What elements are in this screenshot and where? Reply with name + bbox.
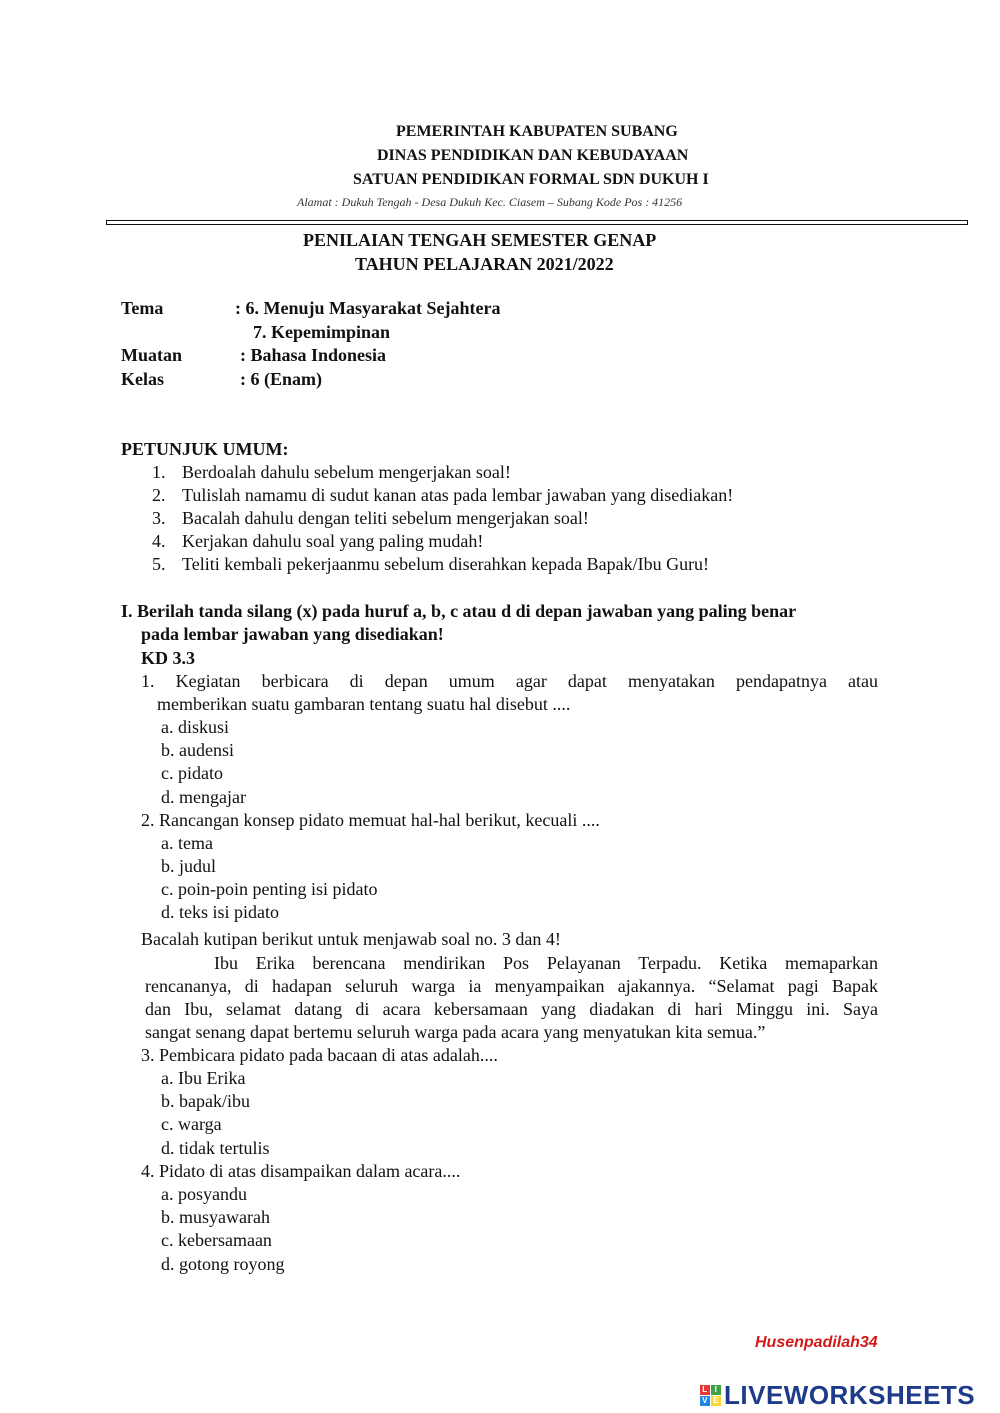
tema-value-1: : 6. Menuju Masyarakat Sejahtera (235, 298, 501, 318)
logo-tile: E (711, 1396, 721, 1406)
passage-line-1: Ibu Erika berencana mendirikan Pos Pelayanan Terpadu. Ketika memaparkan (214, 953, 878, 973)
logo-tile: V (700, 1396, 710, 1406)
petunjuk-item: Teliti kembali pekerjaanmu sebelum diserahkan kepada Bapak/Ibu Guru! (182, 554, 710, 574)
option: c. kebersamaan (161, 1230, 272, 1250)
passage-line-4: sangat senang dapat bertemu seluruh warga pada acara yang menyatukan kita semua.” (145, 1022, 766, 1042)
letterhead-divider (106, 220, 968, 225)
option: c. warga (161, 1114, 222, 1134)
petunjuk-item: Kerjakan dahulu soal yang paling mudah! (182, 531, 484, 551)
author-watermark: Husenpadilah34 (755, 1334, 878, 1351)
liveworksheets-logo (700, 1380, 975, 1411)
exam-title-line-1: PENILAIAN TENGAH SEMESTER GENAP (303, 230, 657, 250)
option: a. tema (161, 833, 213, 853)
option: c. poin-poin penting isi pidato (161, 879, 378, 899)
petunjuk-heading: PETUNJUK UMUM: (121, 439, 289, 459)
header-line-2: DINAS PENDIDIKAN DAN KEBUDAYAAN (377, 147, 689, 164)
petunjuk-num: 4. (152, 531, 166, 551)
kd-label: KD 3.3 (141, 648, 195, 668)
question-2: 2. Rancangan konsep pidato memuat hal-hal berikut, kecuali .... (141, 810, 600, 830)
header-address: Alamat : Dukuh Tengah - Desa Dukuh Kec. Ciasem – Subang Kode Pos : 41256 (297, 195, 683, 209)
option: b. judul (161, 856, 217, 876)
option: c. pidato (161, 763, 223, 783)
option: d. mengajar (161, 787, 246, 807)
muatan-label: Muatan (121, 345, 183, 365)
question-1-line-1: 1. Kegiatan berbicara di depan umum agar dapat menyatakan pendapatnya atau (141, 671, 878, 691)
question-3: 3. Pembicara pidato pada bacaan di atas adalah.... (141, 1045, 498, 1065)
option: d. teks isi pidato (161, 902, 279, 922)
option: a. diskusi (161, 717, 230, 737)
question-1-line-2: memberikan suatu gambaran tentang suatu hal disebut .... (157, 694, 571, 714)
tema-value-2: 7. Kepemimpinan (253, 322, 391, 342)
exam-title-line-2: TAHUN PELAJARAN 2021/2022 (355, 254, 614, 274)
petunjuk-num: 2. (152, 485, 166, 505)
header-line-3: SATUAN PENDIDIKAN FORMAL SDN DUKUH I (353, 171, 709, 188)
kelas-label: Kelas (121, 369, 164, 389)
petunjuk-num: 3. (152, 508, 166, 528)
option: d. gotong royong (161, 1254, 285, 1274)
option: a. posyandu (161, 1184, 247, 1204)
petunjuk-num: 1. (152, 462, 166, 482)
passage-intro: Bacalah kutipan berikut untuk menjawab soal no. 3 dan 4! (141, 929, 561, 949)
tema-label: Tema (121, 298, 164, 318)
petunjuk-item: Bacalah dahulu dengan teliti sebelum mengerjakan soal! (182, 508, 589, 528)
option: b. audensi (161, 740, 234, 760)
option: b. bapak/ibu (161, 1091, 250, 1111)
kelas-value: : 6 (Enam) (240, 369, 322, 389)
section-instruction-1: I. Berilah tanda silang (x) pada huruf a, b, c atau d di depan jawaban yang paling benar (121, 601, 797, 621)
option: b. musyawarah (161, 1207, 270, 1227)
question-4: 4. Pidato di atas disampaikan dalam acara.... (141, 1161, 461, 1181)
section-instruction-2: pada lembar jawaban yang disediakan! (141, 624, 444, 644)
option: d. tidak tertulis (161, 1138, 270, 1158)
liveworksheets-logo-icon (700, 1385, 721, 1406)
logo-tile: I (711, 1385, 721, 1395)
petunjuk-num: 5. (152, 554, 166, 574)
logo-tile: L (700, 1385, 710, 1395)
passage-line-2: rencananya, di hadapan seluruh warga ia menyampaikan ajakannya. “Selamat pagi Bapak (145, 976, 878, 996)
muatan-value: : Bahasa Indonesia (240, 345, 387, 365)
option: a. Ibu Erika (161, 1068, 246, 1088)
liveworksheets-wordmark: LIVEWORKSHEETS (724, 1380, 976, 1410)
petunjuk-item: Tulislah namamu di sudut kanan atas pada lembar jawaban yang disediakan! (182, 485, 734, 505)
petunjuk-item: Berdoalah dahulu sebelum mengerjakan soal! (182, 462, 511, 482)
passage-line-3: dan Ibu, selamat datang di acara kebersamaan yang diadakan di hari Minggu ini. Saya (145, 999, 878, 1019)
header-line-1: PEMERINTAH KABUPATEN SUBANG (396, 123, 678, 140)
